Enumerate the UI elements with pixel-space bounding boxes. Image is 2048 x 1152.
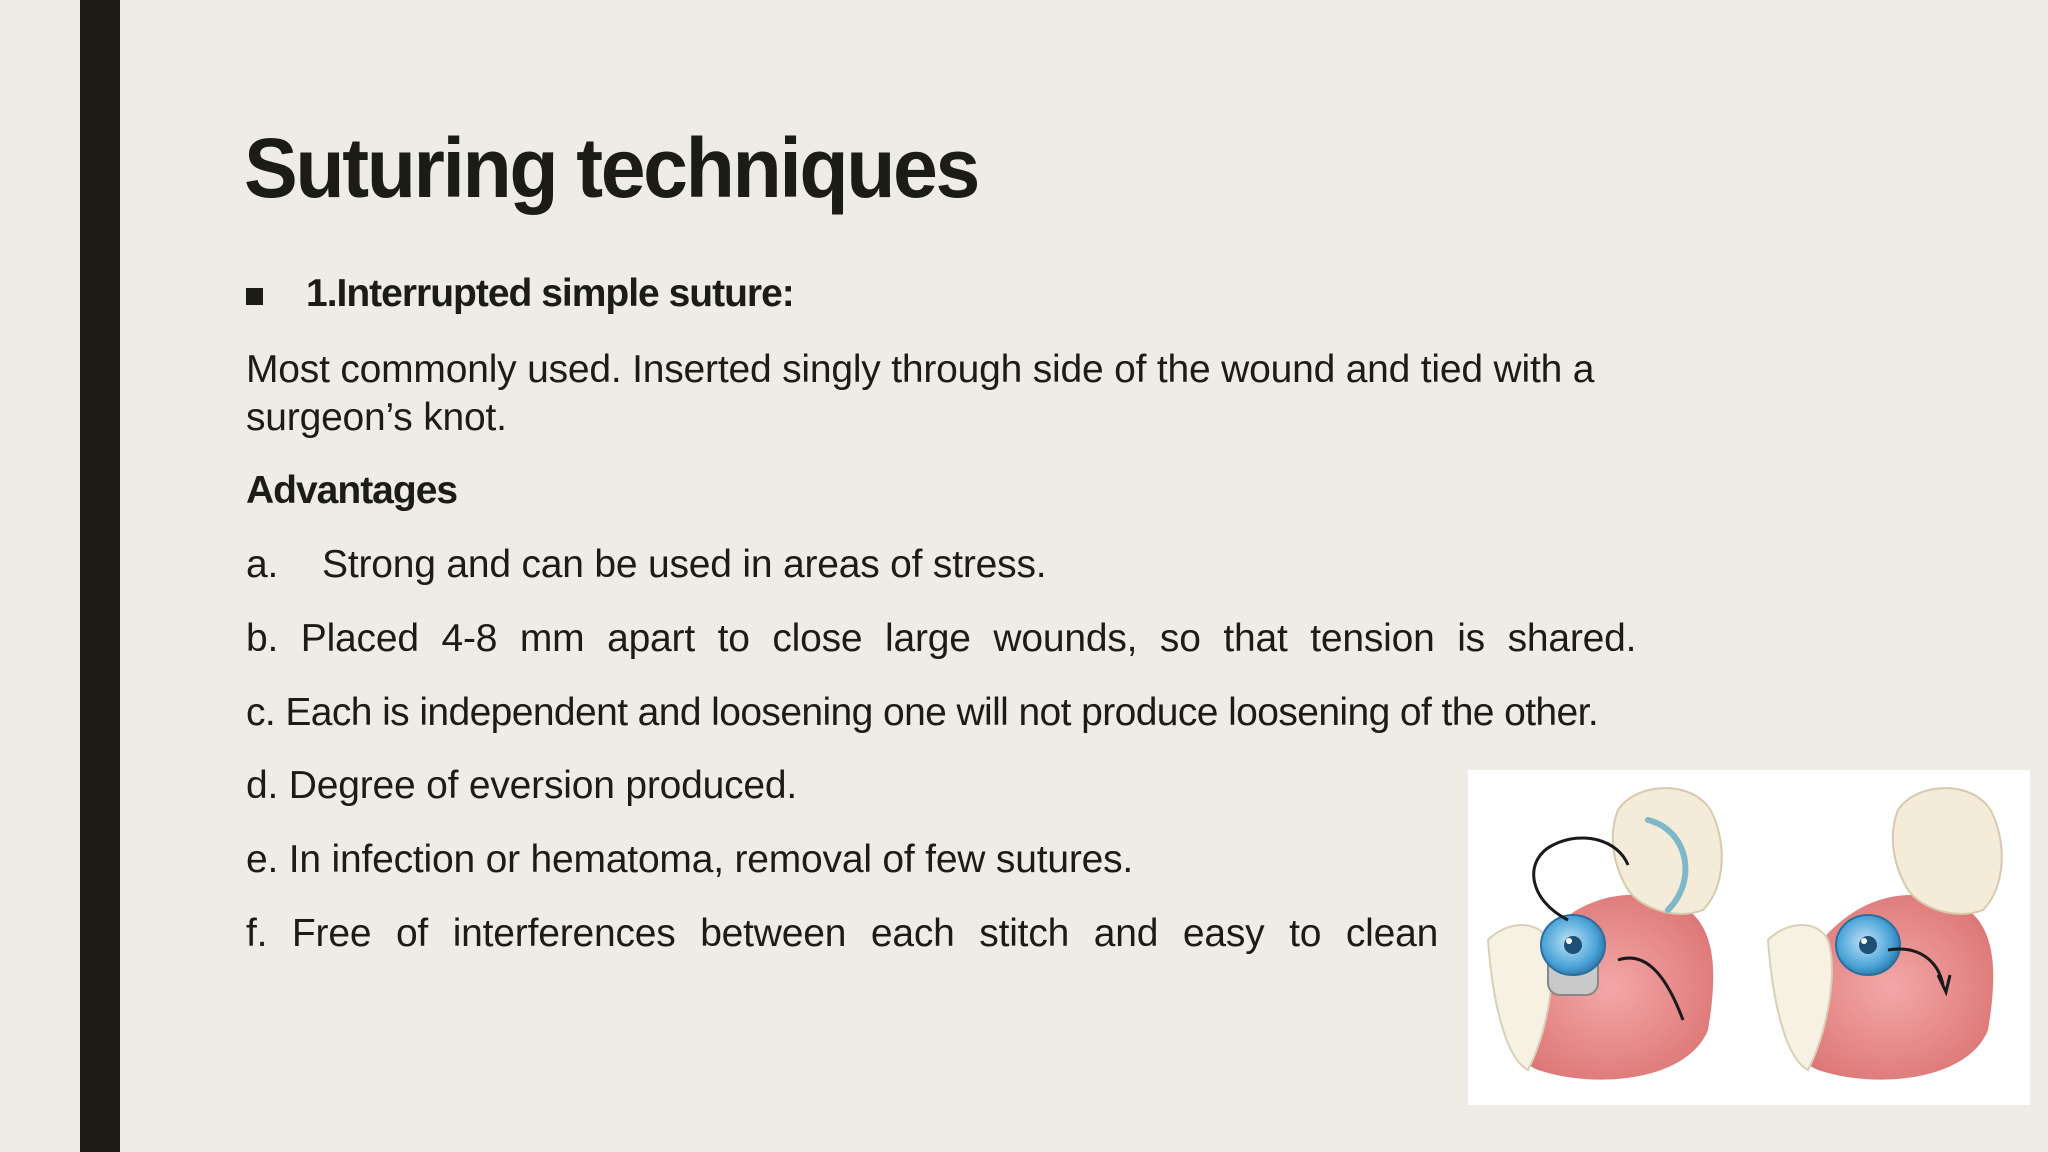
- list-item-marker: f.: [246, 912, 268, 955]
- description: [246, 346, 1594, 442]
- list-item: [246, 689, 1598, 737]
- right-panel: [1768, 788, 2002, 1080]
- list-item-marker: e.: [246, 838, 279, 881]
- list-item-text: In infection or hematoma, removal of few sutures.: [288, 838, 1134, 881]
- square-bullet-icon: [246, 288, 263, 305]
- list-item-text: Each is independent and loosening one will not produce loosening of the other.: [285, 691, 1599, 734]
- slide-title: Suturing techniques: [244, 121, 978, 215]
- list-item: [246, 836, 1133, 884]
- bullet-heading-text: 1.Interrupted simple suture:: [306, 272, 794, 315]
- illustration-svg: [1468, 770, 2030, 1105]
- list-item-marker: b.: [246, 617, 279, 660]
- description-line-1: Most commonly used. Inserted singly through side of the wound and tied with a: [246, 348, 1595, 391]
- list-item-text: Degree of eversion produced.: [288, 764, 797, 807]
- list-item: [246, 615, 1636, 663]
- list-item: [246, 910, 1438, 958]
- list-item: [246, 541, 1046, 589]
- list-item-marker: a.: [246, 543, 279, 586]
- list-item-marker: c.: [246, 691, 276, 734]
- list-item-text: Placed 4-8 mm apart to close large wounds, so that tension is shared.: [300, 617, 1637, 660]
- dental-suture-illustration: [1468, 770, 2030, 1105]
- description-line-2: surgeon’s knot.: [246, 396, 507, 439]
- list-item-text: Free of interferences between each stitch and easy to clean: [291, 912, 1439, 955]
- left-panel: [1488, 788, 1722, 1080]
- accent-bar: [80, 0, 120, 1152]
- bullet-heading: [246, 272, 794, 316]
- list-item-marker: d.: [246, 764, 279, 807]
- list-item: [246, 762, 797, 810]
- list-item-text: Strong and can be used in areas of stress.: [322, 543, 1047, 586]
- advantages-heading: Advantages: [246, 469, 458, 512]
